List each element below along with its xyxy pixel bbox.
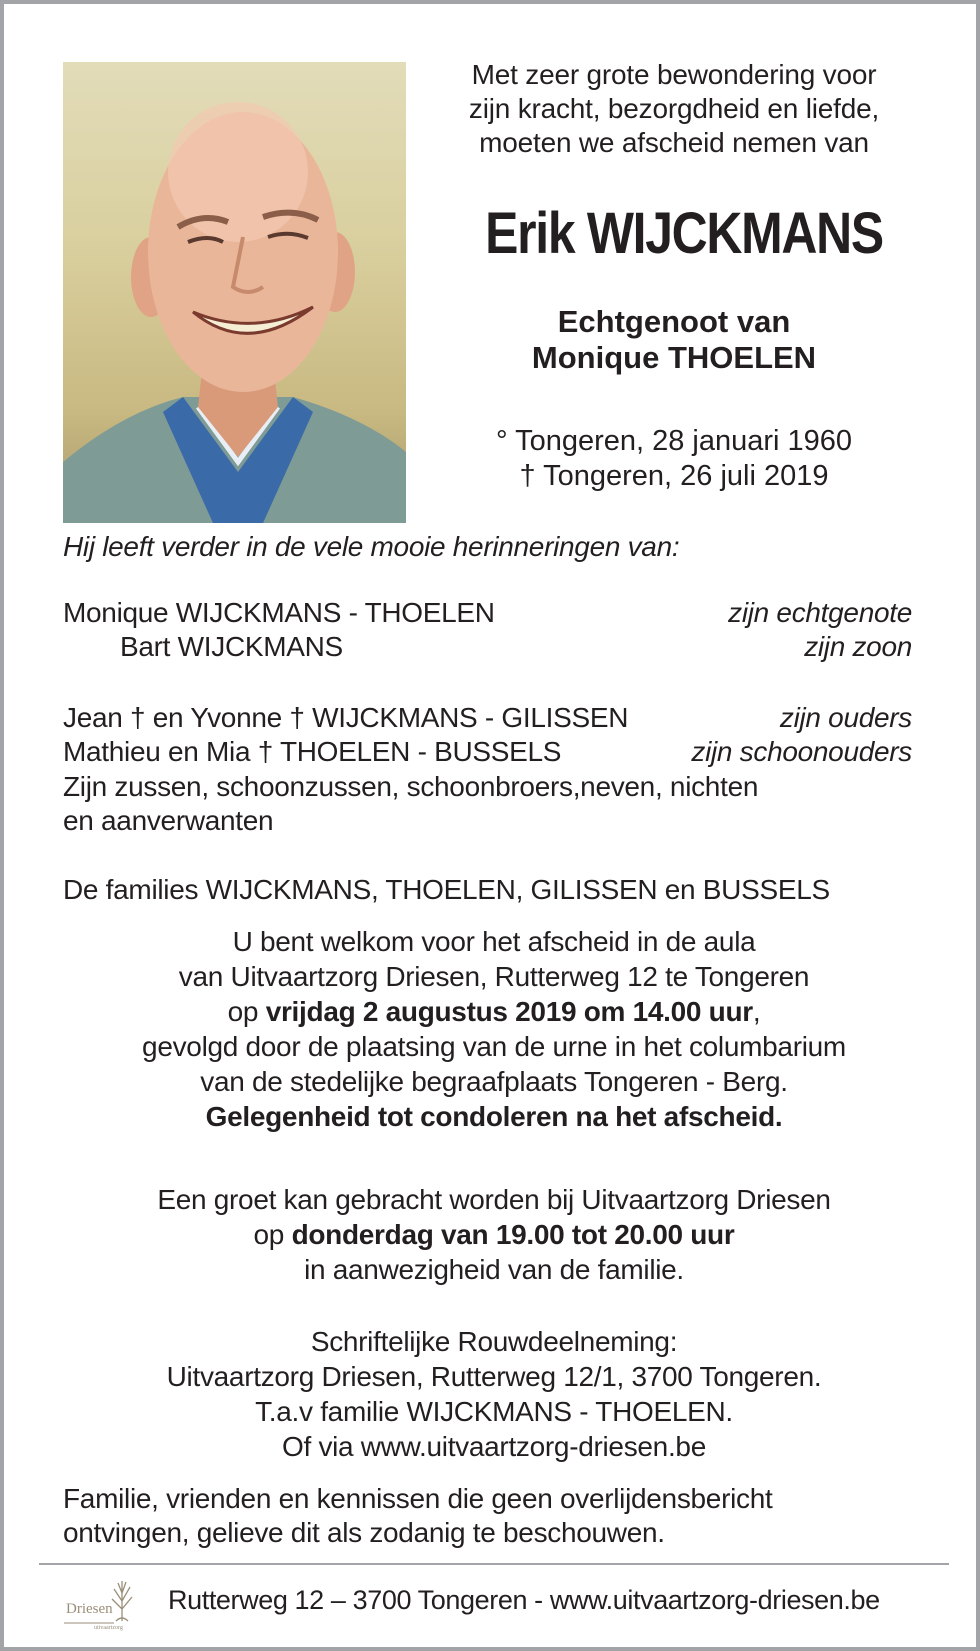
ceremony-line: van de stedelijke begraafplaats Tongeren - Berg. — [200, 1066, 788, 1097]
visitation-line: in aanwezigheid van de familie. — [304, 1254, 684, 1285]
footer — [64, 1577, 944, 1637]
relation-role: zijn schoonouders — [691, 736, 912, 767]
relation-role: zijn zoon — [804, 631, 912, 662]
visitation-line: Een groet kan gebracht worden bij Uitvaartzorg Driesen — [157, 1184, 831, 1215]
spouse-name: Monique THOELEN — [531, 340, 817, 375]
spouse-label: Echtgenoot van — [557, 304, 791, 339]
relation-name: Bart WIJCKMANS — [120, 631, 343, 662]
relation-row — [63, 596, 912, 630]
ceremony-datetime: vrijdag 2 augustus 2019 om 14.00 uur — [265, 996, 753, 1027]
condolence-address: Uitvaartzorg Driesen, Rutterweg 12/1, 3700 Tongeren. — [166, 1361, 822, 1392]
portrait-illustration-icon — [63, 62, 406, 523]
svg-text:Driesen: Driesen — [66, 1601, 113, 1617]
ceremony-line: gevolgd door de plaatsing van de urne in het columbarium — [142, 1031, 846, 1062]
ceremony-datetime-line: op vrijdag 2 augustus 2019 om 14.00 uur, — [227, 996, 761, 1027]
relation-row — [63, 735, 912, 769]
svg-text:uitvaartzorg: uitvaartzorg — [94, 1625, 123, 1631]
relation-role: zijn ouders — [779, 702, 912, 733]
birth-date: ° Tongeren, 28 januari 1960 — [495, 425, 853, 457]
relation-name: Jean † en Yvonne † WIJCKMANS - GILISSEN — [63, 702, 629, 733]
spouse-block — [424, 304, 924, 376]
siblings-line: en aanverwanten — [63, 805, 274, 836]
siblings-line: Zijn zussen, schoonzussen, schoonbroers,neven, nichten — [63, 771, 759, 802]
visitation-block — [44, 1182, 944, 1287]
notice-line: ontvingen, gelieve dit als zodanig te beschouwen. — [63, 1517, 665, 1548]
intro-text — [424, 58, 924, 160]
death-date: † Tongeren, 26 juli 2019 — [519, 460, 829, 492]
life-dates — [424, 424, 924, 494]
ceremony-block — [44, 924, 944, 1134]
families-line: De families WIJCKMANS, THOELEN, GILISSEN en BUSSELS — [63, 874, 830, 905]
condolence-line: T.a.v familie WIJCKMANS - THOELEN. — [255, 1396, 733, 1427]
condolence-note: Gelegenheid tot condoleren na het afscheid. — [205, 1101, 783, 1132]
relation-row — [63, 701, 912, 735]
ceremony-line: U bent welkom voor het afscheid in de aula — [232, 926, 756, 957]
intro-line: Met zeer grote bewondering voor — [471, 59, 877, 90]
notice-line: Familie, vrienden en kennissen die geen overlijdensbericht — [63, 1483, 773, 1514]
obituary-card — [4, 4, 976, 1647]
relation-name: Mathieu en Mia † THOELEN - BUSSELS — [63, 736, 562, 767]
footer-divider — [39, 1563, 949, 1565]
condolence-website: Of via www.uitvaartzorg-driesen.be — [282, 1431, 706, 1462]
deceased-name: Erik WIJCKMANS — [485, 201, 883, 266]
driesen-logo-icon — [64, 1577, 142, 1633]
relation-row — [63, 630, 912, 664]
condolence-line: Schriftelijke Rouwdeelneming: — [310, 1326, 678, 1357]
condolence-block — [44, 1324, 944, 1464]
relation-role: zijn echtgenote — [728, 597, 912, 628]
relation-name: Monique WIJCKMANS - THOELEN — [63, 597, 495, 628]
portrait-photo — [63, 62, 406, 523]
intro-line: moeten we afscheid nemen van — [479, 127, 869, 158]
intro-line: zijn kracht, bezorgdheid en liefde, — [468, 93, 880, 124]
footer-address: Rutterweg 12 – 3700 Tongeren - www.uitvaartzorg-driesen.be — [168, 1585, 880, 1615]
visitation-time-line: op donderdag van 19.00 tot 20.00 uur — [253, 1219, 735, 1250]
mourners-lead: Hij leeft verder in de vele mooie herinneringen van: — [63, 531, 680, 562]
ceremony-line: van Uitvaartzorg Driesen, Rutterweg 12 te Tongeren — [178, 961, 810, 992]
visitation-time: donderdag van 19.00 tot 20.00 uur — [291, 1219, 735, 1250]
